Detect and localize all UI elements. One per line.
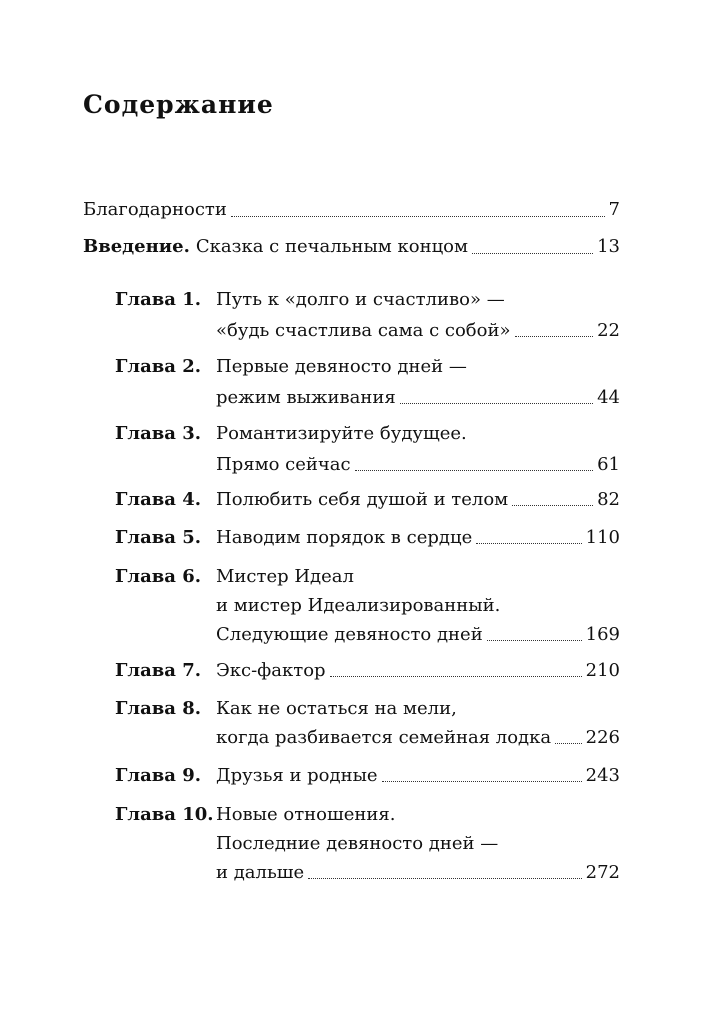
entry-last-line xyxy=(216,662,620,680)
entry-last-line xyxy=(216,864,620,882)
page-number: 44 xyxy=(597,387,620,408)
page-number: 61 xyxy=(597,454,620,475)
chapter-label: Глава 7. xyxy=(115,660,202,681)
chapter-label: Глава 2. xyxy=(115,356,202,377)
entry-title-line: Прямо сейчас xyxy=(216,454,351,475)
entry-title-line: Наводим порядок в сердце xyxy=(216,527,473,548)
dot-leader xyxy=(512,505,593,506)
page-number: 110 xyxy=(585,527,620,548)
dot-leader xyxy=(308,878,581,879)
dot-leader xyxy=(330,676,582,677)
chapter-label: Глава 9. xyxy=(115,765,202,786)
page-number: 7 xyxy=(608,199,620,220)
dot-leader xyxy=(472,253,593,254)
chapter-label: Глава 3. xyxy=(115,423,202,444)
entry-title-line: и мистер Идеализированный. xyxy=(216,595,501,616)
entry-title-line: Следующие девяносто дней xyxy=(216,624,483,645)
chapter-label: Глава 8. xyxy=(115,698,202,719)
page-number: 13 xyxy=(597,236,620,257)
entry-title-line: Новые отношения. xyxy=(216,804,396,825)
entry-title-line: Полюбить себя душой и телом xyxy=(216,489,509,510)
dot-leader xyxy=(476,543,581,544)
entry-title-line: Как не остаться на мели, xyxy=(216,698,457,719)
toc-entry-introduction[interactable] xyxy=(83,236,620,257)
entry-title-line: Романтизируйте будущее. xyxy=(216,423,467,444)
entry-title-line: и дальше xyxy=(216,862,305,883)
entry-last-line xyxy=(216,767,620,785)
chapter-label: Глава 1. xyxy=(115,289,202,310)
dot-leader xyxy=(382,781,582,782)
entry-title-line: Экс-фактор xyxy=(216,660,326,681)
entry-last-line xyxy=(216,626,620,644)
entry-last-line xyxy=(216,322,620,340)
page-title: Содержание xyxy=(83,90,274,119)
chapter-label: Глава 4. xyxy=(115,489,202,510)
dot-leader xyxy=(555,743,582,744)
entry-title: Сказка с печальным концом xyxy=(195,236,469,257)
page-number: 243 xyxy=(585,765,620,786)
entry-title-line: Друзья и родные xyxy=(216,765,378,786)
chapter-label: Глава 10. xyxy=(115,804,214,825)
entry-title-line: режим выживания xyxy=(216,387,396,408)
entry-title: Благодарности xyxy=(83,199,227,220)
entry-last-line xyxy=(216,456,620,474)
entry-title-line: «будь счастлива сама с собой» xyxy=(216,320,511,341)
entry-title-line: Последние девяносто дней — xyxy=(216,833,499,854)
page-number: 169 xyxy=(585,624,620,645)
entry-last-line xyxy=(216,529,620,547)
entry-title-line: Первые девяносто дней — xyxy=(216,356,467,377)
entry-last-line xyxy=(216,389,620,407)
dot-leader xyxy=(400,403,593,404)
page-number: 210 xyxy=(585,660,620,681)
chapter-label: Глава 5. xyxy=(115,527,202,548)
dot-leader xyxy=(355,470,594,471)
toc-entry-acknowledgements[interactable] xyxy=(83,199,620,220)
page-number: 226 xyxy=(585,727,620,748)
page-number: 272 xyxy=(585,862,620,883)
dot-leader xyxy=(487,640,582,641)
page-number: 22 xyxy=(597,320,620,341)
dot-leader xyxy=(231,216,605,217)
chapter-label: Глава 6. xyxy=(115,566,202,587)
entry-title-line: Путь к «долго и счастливо» — xyxy=(216,289,505,310)
entry-title-line: Мистер Идеал xyxy=(216,566,354,587)
entry-title-line: когда разбивается семейная лодка xyxy=(216,727,552,748)
entry-last-line xyxy=(216,729,620,747)
page-number: 82 xyxy=(597,489,620,510)
dot-leader xyxy=(515,336,594,337)
entry-last-line xyxy=(216,491,620,509)
entry-prefix: Введение. xyxy=(83,236,190,257)
